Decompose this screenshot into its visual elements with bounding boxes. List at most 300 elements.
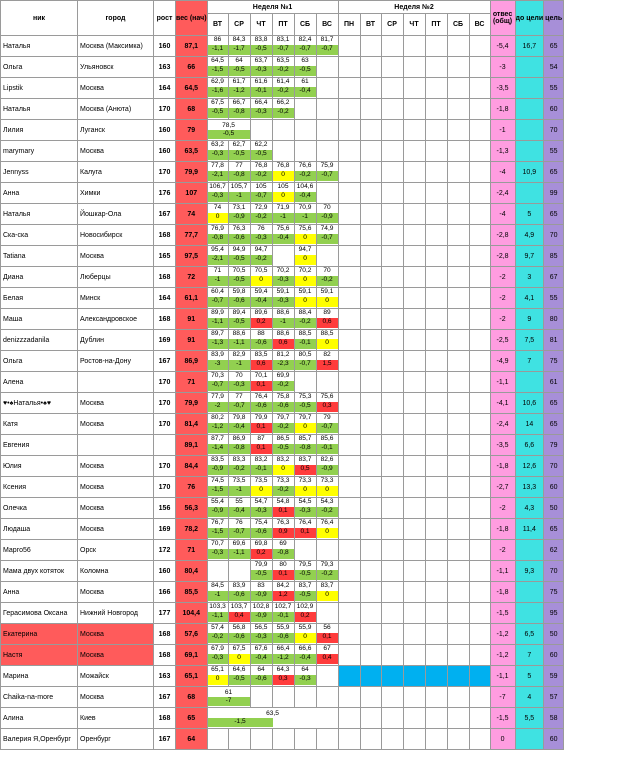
otves-cell: -7 [490, 687, 515, 708]
day-cell [360, 498, 381, 519]
day-header: ВС [316, 14, 338, 36]
day-cell [403, 351, 425, 372]
day-cell [447, 267, 469, 288]
day-cell [447, 246, 469, 267]
day-delta: 0,9 [273, 528, 294, 538]
col-header-weight: вес (нач) [176, 1, 208, 36]
day-weight: 70,9 [298, 204, 312, 211]
nick-cell: Jennyss [1, 162, 78, 183]
day-delta: -0,7 [229, 528, 250, 538]
otves-cell: -5,4 [490, 36, 515, 57]
day-cell [425, 288, 447, 309]
day-cell [294, 372, 316, 393]
day-cell [207, 666, 228, 687]
day-weight: 67,6 [254, 645, 268, 652]
day-delta: -0,4 [229, 423, 250, 433]
day-cell [338, 603, 360, 624]
height-cell: 168 [154, 645, 176, 666]
day-delta: -0,4 [273, 234, 294, 244]
day-cell [447, 309, 469, 330]
day-cell [250, 477, 272, 498]
day-cell [338, 246, 360, 267]
start-weight-cell: 91 [176, 330, 208, 351]
day-weight: 89,6 [254, 309, 268, 316]
day-cell [469, 162, 490, 183]
day-cell [469, 498, 490, 519]
day-delta: -0,2 [273, 66, 294, 76]
day-cell [381, 162, 403, 183]
day-weight: 88,6 [276, 330, 290, 337]
day-cell [360, 330, 381, 351]
day-delta: -0,4 [295, 87, 316, 97]
day-cell [272, 204, 294, 225]
day-weight: 70,2 [276, 267, 290, 274]
city-cell: Орск [78, 540, 154, 561]
city-cell: Йошкар-Ола [78, 204, 154, 225]
day-cell [250, 309, 272, 330]
otves-cell: -2,8 [490, 246, 515, 267]
day-cell [316, 414, 338, 435]
day-delta: -0,2 [295, 318, 316, 328]
day-delta: -1,4 [208, 444, 228, 454]
table-row [1, 393, 564, 414]
day-cell [360, 729, 381, 750]
height-cell: 170 [154, 414, 176, 435]
do-celi-cell: 9 [515, 309, 544, 330]
col-header-cel: цель [544, 1, 564, 36]
day-delta: -0,3 [208, 654, 228, 664]
day-cell [207, 603, 228, 624]
day-cell [360, 708, 381, 729]
day-delta: -0,7 [295, 360, 316, 370]
day-cell [207, 645, 228, 666]
do-celi-cell: 4,1 [515, 288, 544, 309]
day-weight: 88,5 [298, 330, 312, 337]
table-row [1, 645, 564, 666]
height-cell: 167 [154, 729, 176, 750]
day-cell [381, 414, 403, 435]
day-cell [294, 519, 316, 540]
day-cell [360, 120, 381, 141]
day-cell [403, 414, 425, 435]
day-cell [207, 540, 228, 561]
day-cell [469, 99, 490, 120]
start-weight-cell: 79 [176, 120, 208, 141]
height-cell: 160 [154, 36, 176, 57]
day-weight: 104,6 [296, 183, 314, 190]
day-weight: 73,3 [298, 477, 312, 484]
start-weight-cell: 87,1 [176, 36, 208, 57]
city-cell: Москва [78, 477, 154, 498]
cel-cell: 70 [544, 225, 564, 246]
nick-cell: Герасимова Оксана [1, 603, 78, 624]
day-weight: 64,6 [232, 666, 246, 673]
day-cell [250, 666, 272, 687]
day-cell [447, 78, 469, 99]
day-cell [469, 183, 490, 204]
day-weight: 75,6 [298, 225, 312, 232]
day-weight: 75,8 [276, 393, 290, 400]
col-header-height: рост [154, 1, 176, 36]
day-weight: 71 [213, 267, 222, 274]
day-cell [228, 162, 250, 183]
city-cell: Луганск [78, 120, 154, 141]
otves-cell: -4,1 [490, 393, 515, 414]
day-weight: 88,5 [320, 330, 334, 337]
day-weight: 66,2 [276, 99, 290, 106]
day-cell [469, 519, 490, 540]
nick-cell: Юлия [1, 456, 78, 477]
start-weight-cell: 79,9 [176, 393, 208, 414]
do-celi-cell [515, 540, 544, 561]
cel-cell: 70 [544, 561, 564, 582]
start-weight-cell: 71 [176, 372, 208, 393]
day-delta: -0,5 [208, 130, 250, 139]
day-delta: 0 [208, 675, 228, 685]
day-cell [338, 477, 360, 498]
height-cell: 166 [154, 582, 176, 603]
day-delta: -7 [208, 697, 250, 706]
day-delta: -0,5 [251, 45, 272, 55]
height-cell: 168 [154, 225, 176, 246]
otves-cell: -1,1 [490, 372, 515, 393]
day-cell [338, 78, 360, 99]
day-cell [447, 372, 469, 393]
day-cell [425, 435, 447, 456]
day-cell [469, 372, 490, 393]
day-cell [338, 414, 360, 435]
day-cell [403, 99, 425, 120]
day-weight: 84,3 [232, 36, 246, 43]
cel-cell: 58 [544, 708, 564, 729]
day-cell [272, 99, 294, 120]
day-cell [338, 351, 360, 372]
day-cell [425, 57, 447, 78]
day-cell [207, 456, 228, 477]
start-weight-cell: 66 [176, 57, 208, 78]
otves-cell: -1,8 [490, 582, 515, 603]
day-weight: 70 [323, 267, 331, 274]
day-cell [403, 393, 425, 414]
day-delta: 0 [295, 276, 316, 286]
day-header: ВТ [207, 14, 228, 36]
day-delta: -0,2 [317, 507, 338, 517]
day-weight: 79,3 [320, 561, 334, 568]
day-cell [338, 330, 360, 351]
col-header-city: город [78, 1, 154, 36]
table-row [1, 372, 564, 393]
height-cell: 167 [154, 204, 176, 225]
day-cell [381, 204, 403, 225]
day-cell [447, 666, 469, 687]
day-cell [338, 561, 360, 582]
table-row [1, 267, 564, 288]
city-cell: Москва (Максимка) [78, 36, 154, 57]
day-delta: -0,7 [208, 381, 228, 391]
day-delta: -0,1 [251, 465, 272, 475]
day-weight: 105,7 [230, 183, 248, 190]
day-weight: 61 [224, 688, 233, 696]
day-cell [403, 267, 425, 288]
day-delta: -0,1 [251, 87, 272, 97]
day-weight: 60,4 [211, 288, 224, 295]
day-cell [228, 267, 250, 288]
day-cell [207, 78, 228, 99]
day-weight: 105 [277, 183, 289, 190]
day-cell [228, 624, 250, 645]
day-weight: 81,2 [276, 351, 290, 358]
day-cell [469, 309, 490, 330]
day-delta: -0,5 [229, 255, 250, 265]
day-weight: 79,7 [298, 414, 312, 421]
city-cell: Химки [78, 183, 154, 204]
do-celi-cell [515, 57, 544, 78]
day-weight: 54,8 [276, 498, 290, 505]
day-delta: -0,9 [208, 465, 228, 475]
day-delta: -0,3 [208, 549, 228, 559]
day-cell [228, 645, 250, 666]
day-weight: 79,8 [232, 414, 246, 421]
day-weight: 76,7 [211, 519, 224, 526]
day-cell [207, 582, 228, 603]
day-weight: 83 [257, 582, 265, 589]
day-cell [469, 456, 490, 477]
city-cell: Москва [78, 645, 154, 666]
table-row [1, 582, 564, 603]
day-delta: 0,6 [251, 360, 272, 370]
day-cell [228, 729, 250, 750]
day-delta: -0,3 [208, 150, 228, 160]
day-weight: 87,7 [211, 435, 224, 442]
nick-cell: Белая [1, 288, 78, 309]
city-cell: Москва [78, 246, 154, 267]
day-delta: -0,3 [251, 66, 272, 76]
day-delta: -0,8 [229, 108, 250, 118]
table-row [1, 519, 564, 540]
day-delta: 0 [295, 633, 316, 643]
do-celi-cell [515, 99, 544, 120]
day-cell [469, 708, 490, 729]
day-cell [360, 666, 381, 687]
day-weight: 54,3 [320, 498, 334, 505]
otves-cell: -2 [490, 267, 515, 288]
day-cell [360, 582, 381, 603]
day-weight: 62,2 [254, 141, 268, 148]
cel-cell: 99 [544, 183, 564, 204]
day-cell [425, 645, 447, 666]
day-cell [250, 78, 272, 99]
table-row [1, 687, 564, 708]
cel-cell: 55 [544, 288, 564, 309]
day-weight: 102,9 [296, 603, 314, 610]
cel-cell: 75 [544, 582, 564, 603]
day-weight: 94,7 [254, 246, 268, 253]
day-delta: 0 [208, 213, 228, 223]
day-cell [469, 624, 490, 645]
day-cell [381, 624, 403, 645]
day-cell [447, 435, 469, 456]
day-delta: -0,5 [208, 108, 228, 118]
day-cell [469, 78, 490, 99]
day-cell [447, 729, 469, 750]
day-cell [338, 708, 360, 729]
day-cell [381, 582, 403, 603]
day-delta: 1,2 [273, 591, 294, 601]
day-cell [228, 519, 250, 540]
day-cell [447, 225, 469, 246]
day-cell [425, 78, 447, 99]
day-weight: 79,5 [298, 561, 312, 568]
day-weight: 64,3 [276, 666, 290, 673]
do-celi-cell: 10,6 [515, 393, 544, 414]
day-weight: 66,6 [298, 645, 312, 652]
day-cell [469, 141, 490, 162]
height-cell: 170 [154, 477, 176, 498]
day-cell [316, 435, 338, 456]
day-weight: 102,8 [252, 603, 270, 610]
day-weight: 83,7 [298, 456, 312, 463]
day-header: СБ [294, 14, 316, 36]
day-weight: 69 [279, 540, 287, 547]
table-row [1, 120, 564, 141]
day-cell [316, 582, 338, 603]
start-weight-cell: 57,6 [176, 624, 208, 645]
day-weight: 66,7 [232, 99, 246, 106]
otves-cell: 0 [490, 729, 515, 750]
day-cell [294, 99, 316, 120]
day-weight: 67,5 [232, 645, 246, 652]
day-weight: 79,7 [276, 414, 290, 421]
day-cell [447, 162, 469, 183]
day-cell [403, 36, 425, 57]
day-cell [228, 330, 250, 351]
day-cell [228, 456, 250, 477]
nick-cell: Наталья [1, 36, 78, 57]
day-delta: -0,7 [295, 45, 316, 55]
day-cell [272, 78, 294, 99]
day-cell [447, 330, 469, 351]
day-cell [228, 309, 250, 330]
day-delta: -0,9 [317, 213, 338, 223]
otves-cell: -3,5 [490, 78, 515, 99]
day-weight: 86,9 [232, 435, 246, 442]
city-cell: Москва (Анюта) [78, 99, 154, 120]
day-cell [338, 435, 360, 456]
day-cell [250, 330, 272, 351]
do-celi-cell: 4 [515, 687, 544, 708]
day-weight: 79 [323, 414, 331, 421]
height-cell: 160 [154, 141, 176, 162]
height-cell [154, 435, 176, 456]
day-cell [469, 57, 490, 78]
day-delta: -0,6 [229, 297, 250, 307]
day-cell [425, 99, 447, 120]
day-cell [360, 393, 381, 414]
nick-cell: Олечка [1, 498, 78, 519]
start-weight-cell: 78,2 [176, 519, 208, 540]
day-delta: -0,5 [229, 66, 250, 76]
cel-cell: 60 [544, 99, 564, 120]
day-cell [447, 687, 469, 708]
start-weight-cell: 68 [176, 687, 208, 708]
day-cell [294, 393, 316, 414]
day-weight: 54,7 [254, 498, 268, 505]
day-weight: 62,7 [232, 141, 246, 148]
city-cell: Калуга [78, 162, 154, 183]
day-cell [447, 456, 469, 477]
day-cell [403, 582, 425, 603]
day-delta: -0,3 [208, 192, 228, 202]
day-weight: 77,9 [211, 393, 224, 400]
day-cell [250, 372, 272, 393]
table-row [1, 477, 564, 498]
start-weight-cell: 63,5 [176, 141, 208, 162]
day-cell [316, 372, 338, 393]
day-cell [381, 603, 403, 624]
day-weight: 72,9 [254, 204, 268, 211]
day-cell [272, 120, 294, 141]
day-cell [403, 729, 425, 750]
day-delta: -0,7 [317, 234, 338, 244]
city-cell: Москва [78, 624, 154, 645]
day-delta: -0,1 [317, 444, 338, 454]
day-cell [447, 603, 469, 624]
day-delta: -0,7 [317, 423, 338, 433]
cel-cell: 67 [544, 267, 564, 288]
day-cell [338, 519, 360, 540]
day-delta: -0,7 [251, 192, 272, 202]
day-cell [228, 603, 250, 624]
day-weight: 76,4 [298, 519, 312, 526]
do-celi-cell: 6,5 [515, 624, 544, 645]
do-celi-cell: 7,5 [515, 330, 544, 351]
otves-cell: -3,5 [490, 435, 515, 456]
otves-cell: -1,2 [490, 624, 515, 645]
day-delta: -0,5 [229, 318, 250, 328]
nick-cell: Ольга [1, 351, 78, 372]
day-cell [207, 393, 228, 414]
otves-cell: -1,1 [490, 561, 515, 582]
day-weight: 76,4 [254, 393, 268, 400]
day-cell [316, 561, 338, 582]
day-delta: -0,2 [251, 171, 272, 181]
day-cell [338, 582, 360, 603]
day-cell [469, 225, 490, 246]
day-cell [447, 204, 469, 225]
table-row [1, 498, 564, 519]
day-cell [381, 141, 403, 162]
day-cell [338, 456, 360, 477]
do-celi-cell: 5,5 [515, 708, 544, 729]
day-cell [250, 540, 272, 561]
day-cell [250, 120, 272, 141]
day-cell [360, 435, 381, 456]
do-celi-cell: 11,4 [515, 519, 544, 540]
city-cell: Люберцы [78, 267, 154, 288]
day-weight: 103,3 [209, 603, 226, 610]
day-cell [447, 540, 469, 561]
day-delta: 0,6 [273, 339, 294, 349]
city-cell: Дублин [78, 330, 154, 351]
col-header-nick: ник [1, 1, 78, 36]
day-cell [469, 687, 490, 708]
nick-cell: Анна [1, 183, 78, 204]
day-cell [228, 78, 250, 99]
day-delta: -0,6 [229, 234, 250, 244]
day-cell [207, 624, 228, 645]
do-celi-cell: 13,3 [515, 477, 544, 498]
day-cell [338, 183, 360, 204]
